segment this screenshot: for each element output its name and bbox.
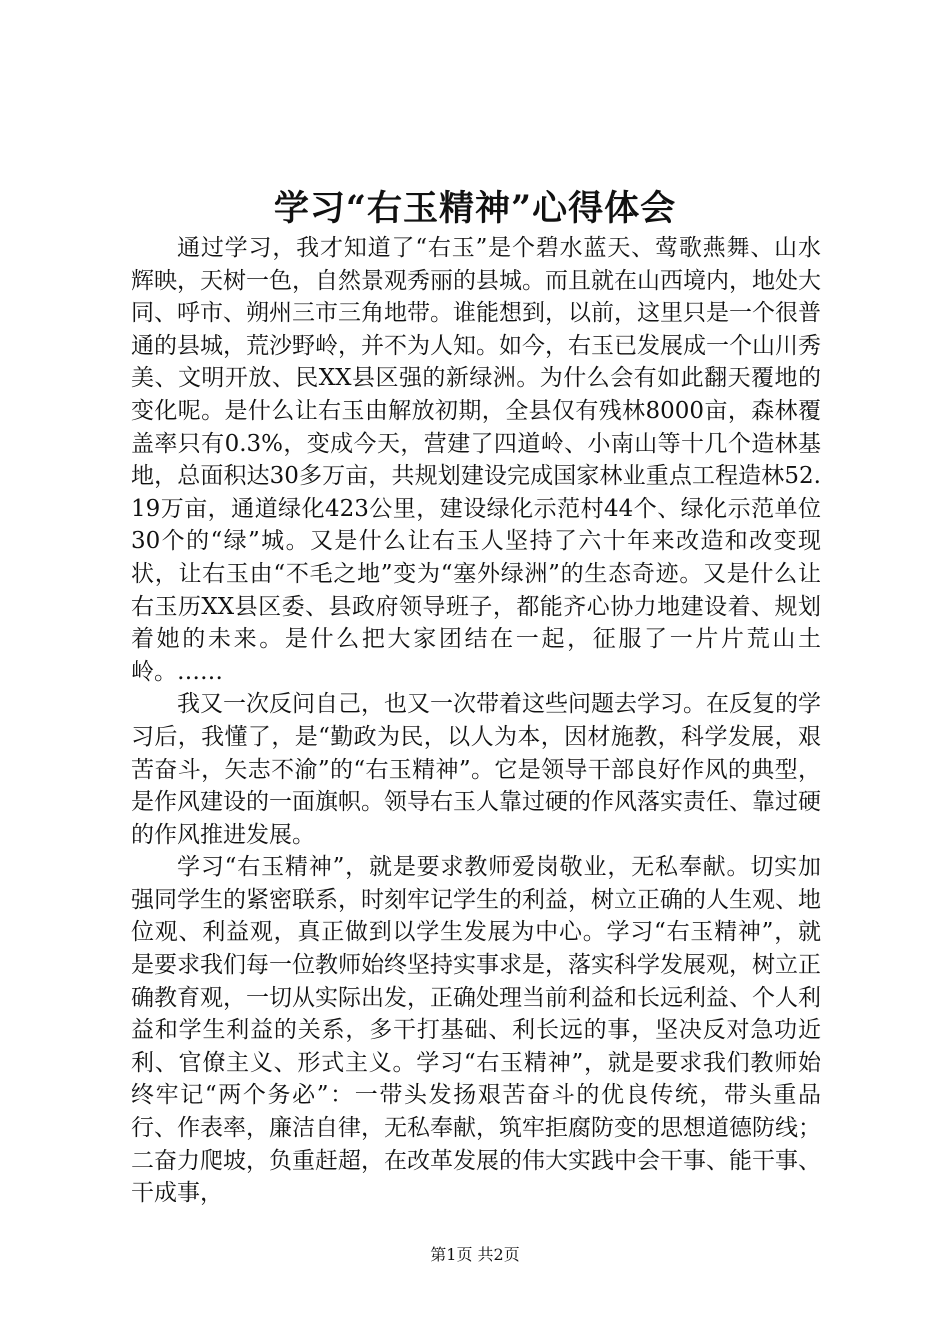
document-body xyxy=(131,232,821,1210)
page-footer: 第1页 共2页 xyxy=(430,1245,520,1264)
body-paragraph: 我又一次反问自己，也又一次带着这些问题去学习。在反复的学习后，我懂了，是“勤政为民，以人为本，因材施教，科学发展，艰苦奋斗，矢志不渝”的“右玉精神”。它是领导干部良好作风的典型，是作风建设的一面旗帜。领导右玉人靠过硬的作风落实责任、靠过硬的作风推进发展。 xyxy=(131,691,821,848)
document-title: 学习“右玉精神”心得体会 xyxy=(273,188,677,229)
body-paragraph: 学习“右玉精神”，就是要求教师爱岗敬业，无私奉献。切实加强同学生的紧密联系，时刻牢记学生的利益，树立正确的人生观、地位观、利益观，真正做到以学生发展为中心。学习“右玉精神”，就是要求我们每一位教师始终坚持实事求是，落实科学发展观，树立正确教育观，一切从实际出发，正确处理当前利益和长远利益、个人利益和学生利益的关系，多干打基础、利长远的事，坚决反对急功近利、官僚主义、形式主义。学习“右玉精神”，就是要求我们教师始终牢记“两个务必”：一带头发扬艰苦奋斗的优良传统，带头重品行、作表率，廉洁自律，无私奉献，筑牢拒腐防变的思想道德防线；二奋力爬坡，负重赶超，在改革发展的伟大实践中会干事、能干事、干成事， xyxy=(131,854,821,1207)
body-paragraph: 通过学习，我才知道了“右玉”是个碧水蓝天、莺歌燕舞、山水辉映，天树一色，自然景观秀丽的县城。而且就在山西境内，地处大同、呼市、朔州三市三角地带。谁能想到，以前，这里只是一个很普通的县城，荒沙野岭，并不为人知。如今，右玉已发展成一个山川秀美、文明开放、民XX县区强的新绿洲。为什么会有如此翻天覆地的变化呢。是什么让右玉由解放初期，全县仅有残林8000亩，森林覆盖率只有0.3%，变成今天，营建了四道岭、小南山等十几个造林基地，总面积达30多万亩，共规划建设完成国家林业重点工程造林52.19万亩，通道绿化423公里，建设绿化示范村44个、绿化示范单位30个的“绿”城。又是什么让右玉人坚持了六十年来改造和改变现状，让右玉由“不毛之地”变为“塞外绿洲”的生态奇迹。又是什么让右玉历XX县区委、县政府领导班子，都能齐心协力地建设着、规划着她的未来。是什么把大家团结在一起，征服了一片片荒山土岭。…… xyxy=(131,235,821,685)
